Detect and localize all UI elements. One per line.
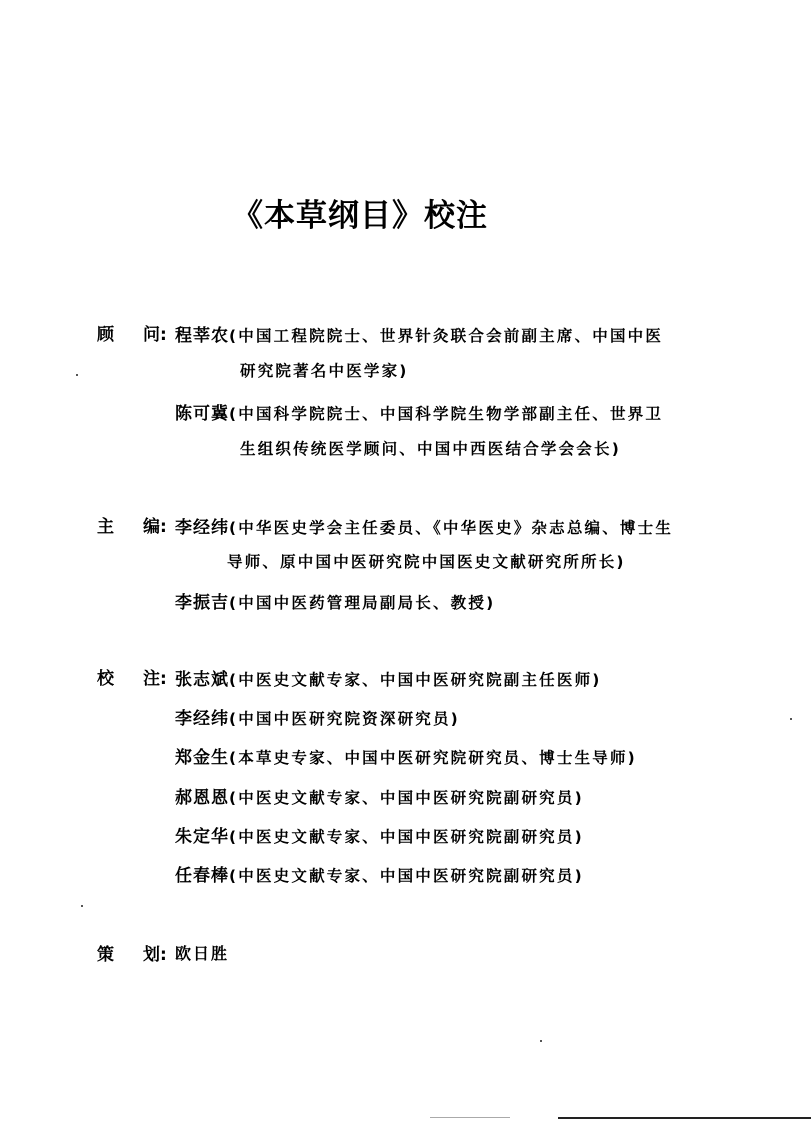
credit-entry (175, 513, 673, 538)
credit-entry (175, 783, 584, 808)
person-description: (中国工程院院士、世界针灸联合会前副主席、中国中医 (229, 327, 664, 345)
role-char: 注 (143, 669, 160, 689)
person-name: 郑金生 (175, 748, 229, 768)
person-description: (中医史文献专家、中国中医研究院副主任医师) (229, 671, 602, 689)
person-name: 李振吉 (175, 593, 229, 613)
role-label-editor-in-chief (97, 512, 168, 537)
person-name: 张志斌 (175, 670, 229, 690)
scan-speck (81, 905, 83, 907)
credit-entry (175, 399, 663, 424)
role-char: 策 (97, 945, 114, 965)
person-name: 李经纬 (175, 709, 229, 729)
credit-entry (175, 861, 584, 886)
scan-speck (540, 1040, 542, 1042)
credit-entry (175, 588, 495, 613)
person-description: (中医史文献专家、中国中医研究院副研究员) (229, 867, 584, 885)
role-char: 编 (143, 517, 160, 537)
person-name: 程莘农 (175, 326, 229, 346)
person-description: 研究院著名中医学家) (240, 362, 409, 380)
person-description: (中华医史学会主任委员、《中华医史》杂志总编、博士生 (229, 519, 674, 537)
credit-entry-continuation (240, 359, 409, 381)
person-description: 导师、原中国中医研究院中国医史文献研究所所长) (227, 553, 626, 571)
person-name: 陈可冀 (175, 404, 229, 424)
person-name: 朱定华 (175, 827, 229, 847)
credit-entry (175, 941, 229, 964)
scan-speck (76, 374, 78, 376)
person-description: (中医史文献专家、中国中医研究院副研究员) (229, 828, 584, 846)
role-char: 顾 (97, 325, 114, 345)
role-colon: : (160, 325, 167, 345)
person-name: 郝恩恩 (175, 788, 229, 808)
person-name: 欧日胜 (175, 944, 230, 963)
role-char: 划 (143, 945, 160, 965)
person-name: 任春棒 (175, 866, 229, 886)
page-title: 《本草纲目》校注 (232, 198, 488, 234)
person-description: 生组织传统医学顾问、中国中西医结合学会会长) (240, 440, 621, 458)
person-name: 李经纬 (175, 518, 229, 538)
credit-entry-continuation (227, 550, 626, 572)
role-label-planner (97, 940, 168, 965)
person-description: (中国科学院院士、中国科学院生物学部副主任、世界卫 (229, 405, 664, 423)
person-description: (中国中医药管理局副局长、教授) (229, 594, 496, 612)
role-colon: : (160, 669, 167, 689)
person-description: (中医史文献专家、中国中医研究院副研究员) (229, 789, 584, 807)
role-label-annotators (97, 664, 168, 689)
role-colon: : (160, 945, 167, 965)
role-label-advisor (97, 320, 168, 345)
credit-entry (175, 743, 637, 768)
credit-entry (175, 321, 663, 346)
role-colon: : (160, 517, 167, 537)
bottom-scan-rule-faint (430, 1117, 510, 1118)
credit-entry (175, 665, 602, 690)
credit-entry (175, 704, 460, 729)
bottom-scan-rule (558, 1117, 811, 1119)
role-char: 主 (97, 517, 114, 537)
role-char: 校 (97, 669, 114, 689)
credit-entry (175, 822, 584, 847)
person-description: (中国中医研究院资深研究员) (229, 710, 460, 728)
credit-entry-continuation (240, 437, 621, 459)
scan-speck (790, 718, 792, 720)
role-char: 问 (143, 325, 160, 345)
person-description: (本草史专家、中国中医研究院研究员、博士生导师) (229, 749, 637, 767)
